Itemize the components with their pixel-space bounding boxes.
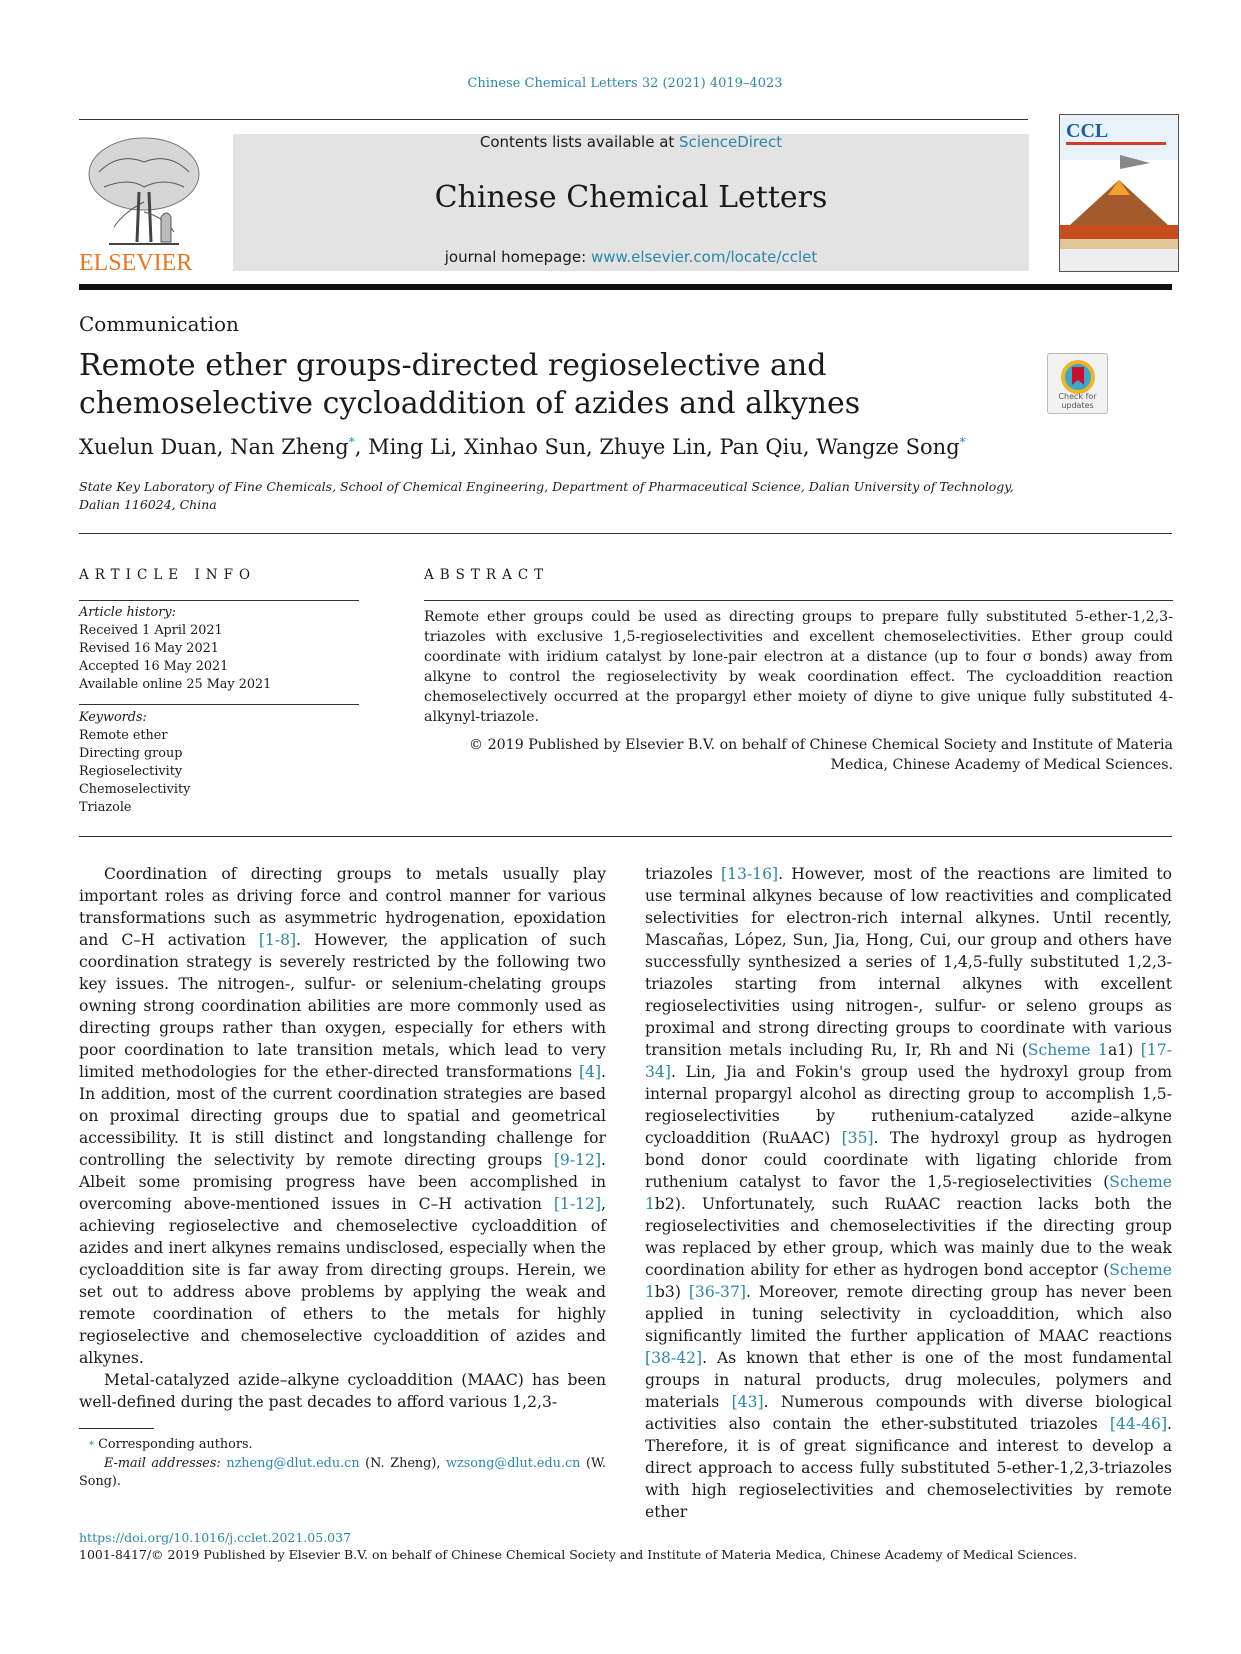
author-name: Xuelun Duan [79, 435, 217, 459]
contents-prefix: Contents lists available at [479, 133, 680, 151]
divider [79, 836, 1172, 837]
history-label: Article history: [79, 605, 176, 620]
body-text: . Therefore, it is of great significance and interest to develop a direct approach to access fully substituted 5-ether-1,2,3-triazoles with high regioselectivities and chemoselectivities by remote ether [645, 1415, 1172, 1521]
body-text: triazoles [645, 865, 721, 883]
author-name: Ming Li [368, 435, 451, 459]
body-column-right [645, 863, 1172, 1523]
body-paragraph: Metal-catalyzed azide–alkyne cycloaddition (MAAC) has been well-defined during the past decades to afford various 1,2,3- [79, 1371, 606, 1411]
body-text: . The hydroxyl group as hydrogen bond donor could coordinate with ligating chloride from ruthenium catalyst to favor the 1,5-regioselectivities ( [645, 1129, 1173, 1191]
body-text: . Moreover, remote directing group has never been applied in tuning selectivity in cycloaddition, which also significantly limited the further application of MAAC reactions [645, 1283, 1172, 1345]
sciencedirect-link[interactable]: ScienceDirect [679, 133, 783, 151]
citation-link[interactable]: Scheme 1 [1027, 1041, 1108, 1059]
keywords-label: Keywords: [79, 710, 147, 725]
body-text: b3) [654, 1283, 689, 1301]
history-item: Received 1 April 2021 [79, 623, 223, 638]
corresponding-mark[interactable]: * [348, 435, 355, 449]
footnote [79, 1436, 606, 1491]
keyword-item: Regioselectivity [79, 764, 183, 779]
body-text: . However, most of the reactions are limited to use terminal alkynes because of low reactivities and complicated selectivities for electron-rich internal alkynes. Until recently, Mascañas, López, Sun, Jia, Hong, Cui, our group and others have successfully synthesized a series of 1,4,5-fully substituted 1,2,3-triazoles starting from internal alkynes with excellent regioselectivities using nitrogen-, sulfur- or seleno groups as proximal and strong directing groups to coordinate with various transition metals including Ru, Ir, Rh and Ni ( [645, 865, 1172, 1059]
abstract [424, 607, 1173, 775]
elsevier-logo [79, 132, 209, 274]
footnote-rule [79, 1428, 154, 1429]
elsevier-wordmark: ELSEVIER [79, 250, 193, 274]
citation-link[interactable]: Scheme 1 [645, 1261, 1172, 1301]
contents-line [233, 133, 1029, 151]
cover-title: CCL [1066, 120, 1109, 142]
citation-link[interactable]: [35] [841, 1129, 874, 1147]
journal-cover [1059, 114, 1179, 272]
check-for-updates-badge[interactable] [1047, 353, 1108, 414]
homepage-line [233, 248, 1029, 266]
body-text: . Lin, Jia and Fokin's group used the hydroxyl group from internal propargyl alcohol as directing group to accomplish 1,5-regioselectivities by ruthenium-catalyzed azide–alkyne cycloaddition (RuAAC) [645, 1063, 1172, 1147]
history-item: Available online 25 May 2021 [79, 677, 272, 692]
body-text: . In addition, most of the current coordination strategies are based on proximal directing groups due to spatial and geometrical accessibility. It is still distinct and longstanding challenge for controlling the selectivity by remote directing groups [79, 1063, 606, 1169]
keyword-item: Directing group [79, 746, 183, 761]
keyword-item: Remote ether [79, 728, 168, 743]
citation-link[interactable]: [43] [731, 1393, 764, 1411]
article-info-heading: ARTICLE INFO [79, 567, 257, 583]
doi-link[interactable]: https://doi.org/10.1016/j.cclet.2021.05.037 [79, 1530, 352, 1545]
article-history [79, 604, 359, 694]
body-paragraph [79, 863, 606, 1369]
affiliation: State Key Laboratory of Fine Chemicals, School of Chemical Engineering, Department of Pharmaceutical Science, Dalian University of Technology, Dalian 116024, China [79, 479, 1014, 512]
body-text: b2). Unfortunately, such RuAAC reaction lacks both the regioselectivities and chemoselectivities if the directing group was replaced by ether group, which was mainly due to the weak coordination ability for ether as hydrogen bond acceptor ( [645, 1195, 1172, 1279]
body-text: . However, the application of such coordination strategy is severely restricted by the following two key issues. The nitrogen-, sulfur- or selenium-chelating groups owning strong coordination abilities are more commonly used as directing groups rather than oxygen, especially for ethers with poor coordination to late transition metals, which lead to very limited methodologies for the ether-directed transformations [79, 931, 606, 1081]
check-updates-label: Check for updates [1058, 392, 1097, 410]
email-owner: (W. Song). [79, 1456, 606, 1489]
check-updates-icon [1058, 357, 1098, 397]
issn-line: 1001-8417/© 2019 Published by Elsevier B.V. on behalf of Chinese Chemical Society and Institute of Materia Medica, Chinese Academy of Medical Sciences. [79, 1547, 1078, 1562]
corresponding-mark[interactable]: * [959, 435, 966, 449]
author-name: Nan Zheng [230, 435, 349, 459]
author-name: Zhuye Lin [599, 435, 707, 459]
section-type: Communication [79, 312, 239, 336]
divider [79, 600, 359, 601]
history-item: Accepted 16 May 2021 [79, 659, 229, 674]
keyword-item: Chemoselectivity [79, 782, 191, 797]
divider [79, 533, 1172, 534]
cover-image-icon [1060, 115, 1178, 271]
author-name: Wangze Song [816, 435, 960, 459]
body-text: a1) [1107, 1041, 1141, 1059]
divider [79, 704, 359, 705]
author-list: Xuelun Duan, Nan Zheng*, Ming Li, Xinhao Sun, Zhuye Lin, Pan Qiu, Wangze Song* [79, 435, 966, 459]
elsevier-tree-icon [79, 132, 209, 274]
author-name: Xinhao Sun [463, 435, 586, 459]
email-link[interactable]: wzsong@dlut.edu.cn [446, 1456, 581, 1471]
citation-link[interactable]: [9-12] [553, 1151, 602, 1169]
citation-link[interactable]: Scheme 1 [645, 1173, 1172, 1213]
citation-link[interactable]: [13-16] [720, 865, 779, 883]
divider [424, 600, 1173, 601]
body-text: . Albeit some promising progress have been accomplished in overcoming above-mentioned issues in C–H activation [79, 1151, 606, 1213]
body-text: Coordination of directing groups to metals usually play important roles as driving force and control manner for various transformations such as asymmetric hydrogenation, epoxidation and C–H activation [79, 865, 606, 949]
history-item: Revised 16 May 2021 [79, 641, 219, 656]
email-link[interactable]: nzheng@dlut.edu.cn [226, 1456, 360, 1471]
citation-link[interactable]: [4] [578, 1063, 602, 1081]
article-title: Remote ether groups-directed regioselective and chemoselective cycloaddition of azides and alkynes [79, 348, 861, 421]
keywords [79, 709, 359, 817]
footnote-marker: * [89, 1440, 94, 1451]
abstract-heading: ABSTRACT [424, 567, 550, 583]
body-paragraph [645, 863, 1172, 1523]
email-label: E-mail addresses: [104, 1456, 221, 1471]
citation-link[interactable]: [36-37] [688, 1283, 746, 1301]
homepage-prefix: journal homepage: [444, 248, 591, 266]
corresponding-note: Corresponding authors. [98, 1437, 253, 1452]
citation-link[interactable]: [1-8] [258, 931, 297, 949]
body-text: , achieving regioselective and chemoselective cycloaddition of azides and inert alkynes remains undisclosed, especially when the cycloaddition site is far away from directing groups. Herein, we set out to address above problems by applying the weak and remote coordination of ethers to the metals for highly regioselective and chemoselective cycloaddition of azides and alkynes. [79, 1195, 606, 1367]
email-owner: (N. Zheng), [365, 1456, 441, 1471]
author-name: Pan Qiu [719, 435, 803, 459]
header-rule [79, 119, 1028, 120]
journal-reference[interactable]: Chinese Chemical Letters 32 (2021) 4019–4023 [467, 76, 783, 91]
keyword-item: Triazole [79, 800, 132, 815]
body-text: . As known that ether is one of the most fundamental groups in natural products, drug molecules, polymers and materials [645, 1349, 1172, 1411]
citation-link[interactable]: [1-12] [553, 1195, 602, 1213]
abstract-copyright: © 2019 Published by Elsevier B.V. on behalf of Chinese Chemical Society and Institute of Materia Medica, Chinese Academy of Medical Sciences. [468, 737, 1173, 773]
body-text: . Numerous compounds with diverse biological activities also contain the ether-substituted triazoles [645, 1393, 1172, 1433]
citation-link[interactable]: [38-42] [645, 1349, 703, 1367]
header-thick-rule [79, 284, 1172, 290]
body-column-left [79, 863, 606, 1413]
homepage-link[interactable]: www.elsevier.com/locate/cclet [590, 248, 818, 266]
citation-link[interactable]: [17-34] [645, 1041, 1172, 1081]
citation-link[interactable]: [44-46] [1109, 1415, 1168, 1433]
journal-name: Chinese Chemical Letters [434, 180, 828, 215]
abstract-text: Remote ether groups could be used as directing groups to prepare fully substituted 5-ether-1,2,3-triazoles with exclusive 1,5-regioselectivities and excellent chemoselectivities. Ether group could coordinate with iridium catalyst by lone-pair electron at a distance (up to four σ bonds) away from alkyne to control the regioselectivity by weak coordination effect. The cycloaddition reaction chemoselectively occurred at the propargyl ether moiety of diyne to give unique fully substituted 4-alkynyl-triazole. [424, 609, 1173, 725]
journal-banner [233, 134, 1029, 271]
